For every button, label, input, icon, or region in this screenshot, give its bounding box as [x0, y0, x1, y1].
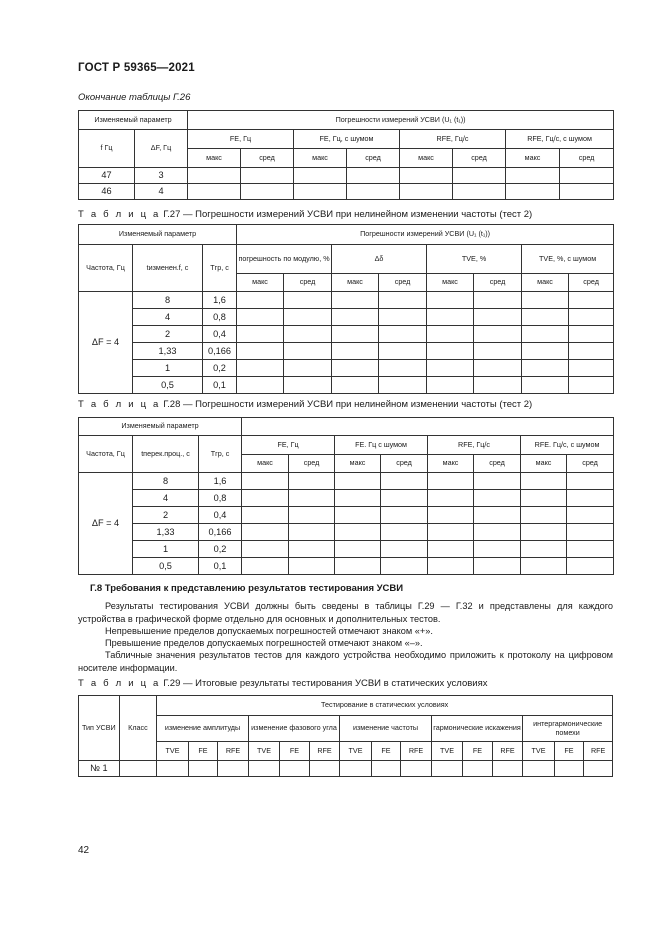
t27-sub-avg: сред [284, 274, 332, 292]
t29-metric: RFE [401, 742, 432, 761]
table-row [79, 558, 614, 575]
t27-sub-avg: сред [379, 274, 427, 292]
t29-metric: RFE [218, 742, 249, 761]
t29-metric: RFE [584, 742, 613, 761]
paragraph: Непревышение пределов допускаемых погрешностей отмечают знаком «+». [105, 626, 433, 636]
table-row [79, 473, 614, 490]
t27-cell-tgr: 0,166 [203, 343, 237, 360]
t29-metric: TVE [431, 742, 463, 761]
t27-sub-max: макс [332, 274, 379, 292]
t27-cell-t: 1,33 [133, 343, 203, 360]
table-g26 [78, 110, 614, 200]
t29-group: гармонические искажения [431, 716, 523, 742]
t27-cell-t: 1 [133, 360, 203, 377]
table-row [79, 292, 614, 309]
table-g28 [78, 417, 614, 575]
t27-col-t: tизменен.f, с [133, 245, 203, 292]
t28-cell-t: 8 [133, 473, 199, 490]
t27-error-header: Погрешности измерений УСВИ (U₁ (t₁)) [237, 225, 614, 245]
t26-sub-avg: сред [453, 149, 506, 168]
t26-sub-max: макс [188, 149, 241, 168]
t29-metric: TVE [523, 742, 555, 761]
t26-sub-max: макс [294, 149, 347, 168]
t26-param-header: Изменяемый параметр [79, 111, 188, 130]
table-row [79, 343, 614, 360]
table-row [79, 360, 614, 377]
t29-col-type: Тип УСВИ [79, 696, 120, 761]
t26-sub-avg: сред [241, 149, 294, 168]
t26-group: FE, Гц, с шумом [294, 130, 400, 149]
t26-cell-df: 3 [135, 168, 188, 184]
t27-sub-max: макс [427, 274, 474, 292]
t29-metric: RFE [309, 742, 340, 761]
t26-error-header: Погрешности измерений УСВИ (U₁ (t₁)) [188, 111, 614, 130]
t28-cell-t: 1,33 [133, 524, 199, 541]
paragraph: Табличные значения результатов тестов для каждого устройства необходимо приложить к протоколу на цифровом носителе информации. [78, 650, 613, 673]
t27-cell-tgr: 0,1 [203, 377, 237, 394]
t28-sub-max: макс [521, 455, 567, 473]
table-row [79, 490, 614, 507]
t29-metric: FE [280, 742, 309, 761]
t29-metric: TVE [157, 742, 189, 761]
t28-caption: Т а б л и ц а Г.28 — Погрешности измерений УСВИ при нелинейном изменении частоты (тест 2) [78, 399, 533, 410]
standard-title: ГОСТ Р 59365—2021 [78, 62, 195, 74]
t26-group: RFE, Гц/с, с шумом [506, 130, 614, 149]
t28-sub-max: макс [335, 455, 381, 473]
t28-cell-t: 0,5 [133, 558, 199, 575]
table-row [79, 184, 614, 200]
t28-col-freq: Частота, Гц [79, 436, 133, 473]
t27-cell-tgr: 0,8 [203, 309, 237, 326]
t29-col-class: Класс [119, 696, 157, 761]
t29-group: изменение фазового угла [248, 716, 340, 742]
table-g27 [78, 224, 614, 394]
t27-cell-t: 2 [133, 326, 203, 343]
t29-group: изменение частоты [340, 716, 432, 742]
t27-col-freq: Частота, Гц [79, 245, 133, 292]
t27-sub-max: макс [522, 274, 569, 292]
t29-group: изменение амплитуды [157, 716, 249, 742]
t28-cell-t: 4 [133, 490, 199, 507]
t26-cell-df: 4 [135, 184, 188, 200]
t28-cell-tgr: 0,166 [199, 524, 242, 541]
table-row [79, 377, 614, 394]
t28-group: RFE, Гц/с [428, 436, 521, 455]
t29-metric: FE [371, 742, 400, 761]
t26-col-f: f Гц [79, 130, 135, 168]
t27-group: TVE, %, с шумом [522, 245, 614, 274]
t27-sub-avg: сред [569, 274, 614, 292]
t26-sub-avg: сред [560, 149, 614, 168]
table-row [79, 524, 614, 541]
t29-metric: FE [463, 742, 492, 761]
t29-metric: TVE [340, 742, 372, 761]
t26-sub-max: макс [400, 149, 453, 168]
t28-cell-tgr: 1,6 [199, 473, 242, 490]
t26-group: RFE, Гц/с [400, 130, 506, 149]
t29-caption: Т а б л и ц а Г.29 — Итоговые результаты тестирования УСВИ в статических условиях [78, 678, 488, 689]
t26-group: FE, Гц [188, 130, 294, 149]
t28-sub-avg: сред [289, 455, 335, 473]
t29-metric: FE [188, 742, 217, 761]
t28-col-t: tперек.проц., с [133, 436, 199, 473]
t27-cell-tgr: 0,2 [203, 360, 237, 377]
t28-sub-max: макс [242, 455, 289, 473]
t29-test-header: Тестирование в статических условиях [157, 696, 613, 716]
t26-sub-max: макс [506, 149, 560, 168]
t29-group: интергармонические помехи [523, 716, 613, 742]
t26-sub-avg: сред [347, 149, 400, 168]
t28-cell-tgr: 0,8 [199, 490, 242, 507]
t28-sub-avg: сред [474, 455, 521, 473]
t27-col-tgr: Tгр, с [203, 245, 237, 292]
t26-cell-f: 46 [79, 184, 135, 200]
t26-caption: Окончание таблицы Г.26 [78, 92, 191, 103]
t27-cell-t: 8 [133, 292, 203, 309]
t28-sub-max: макс [428, 455, 474, 473]
t29-row-label: № 1 [79, 761, 120, 777]
t27-cell-tgr: 0,4 [203, 326, 237, 343]
t26-cell-f: 47 [79, 168, 135, 184]
t28-group: RFE. Гц/с, с шумом [521, 436, 614, 455]
t28-sub-avg: сред [567, 455, 614, 473]
t29-metric: FE [554, 742, 583, 761]
t28-param-header: Изменяемый параметр [79, 418, 242, 436]
t28-cell-t: 2 [133, 507, 199, 524]
page-number: 42 [78, 845, 90, 856]
t27-group: погрешность по модулю, % [237, 245, 332, 274]
paragraph: Превышение пределов допускаемых погрешностей отмечают знаком «–». [105, 638, 423, 648]
t28-blank-header [242, 418, 614, 436]
table-row [79, 541, 614, 558]
t27-caption: Т а б л и ц а Г.27 — Погрешности измерений УСВИ при нелинейном изменении частоты (тест 2) [78, 209, 533, 220]
table-row [79, 761, 613, 777]
t28-cell-tgr: 0,1 [199, 558, 242, 575]
paragraph: Результаты тестирования УСВИ должны быть сведены в таблицы Г.29 — Г.32 и представлены для каждого устройства в графической форме отдельно для основных и дополнительных тестов. [78, 601, 613, 624]
t28-df-label: ΔF = 4 [79, 473, 133, 575]
t29-metric: TVE [248, 742, 280, 761]
table-row [79, 507, 614, 524]
table-row [79, 309, 614, 326]
t27-cell-t: 0,5 [133, 377, 203, 394]
t27-param-header: Изменяемый параметр [79, 225, 237, 245]
t29-metric: RFE [492, 742, 523, 761]
table-g29 [78, 695, 613, 777]
t28-sub-avg: сред [381, 455, 428, 473]
t26-col-df: ΔF, Гц [135, 130, 188, 168]
t28-group: FE, Гц [242, 436, 335, 455]
table-row [79, 326, 614, 343]
t27-sub-max: макс [237, 274, 284, 292]
table-row [79, 168, 614, 184]
t28-group: FE. Гц с шумом [335, 436, 428, 455]
t28-cell-t: 1 [133, 541, 199, 558]
t28-cell-tgr: 0,2 [199, 541, 242, 558]
t27-cell-tgr: 1,6 [203, 292, 237, 309]
t27-sub-avg: сред [474, 274, 522, 292]
t27-group: Δδ [332, 245, 427, 274]
section-heading: Г.8 Требования к представлению результатов тестирования УСВИ [90, 583, 404, 594]
t27-df-label: ΔF = 4 [79, 292, 133, 394]
t28-col-tgr: Tгр, с [199, 436, 242, 473]
t27-cell-t: 4 [133, 309, 203, 326]
t27-group: TVE, % [427, 245, 522, 274]
t28-cell-tgr: 0,4 [199, 507, 242, 524]
